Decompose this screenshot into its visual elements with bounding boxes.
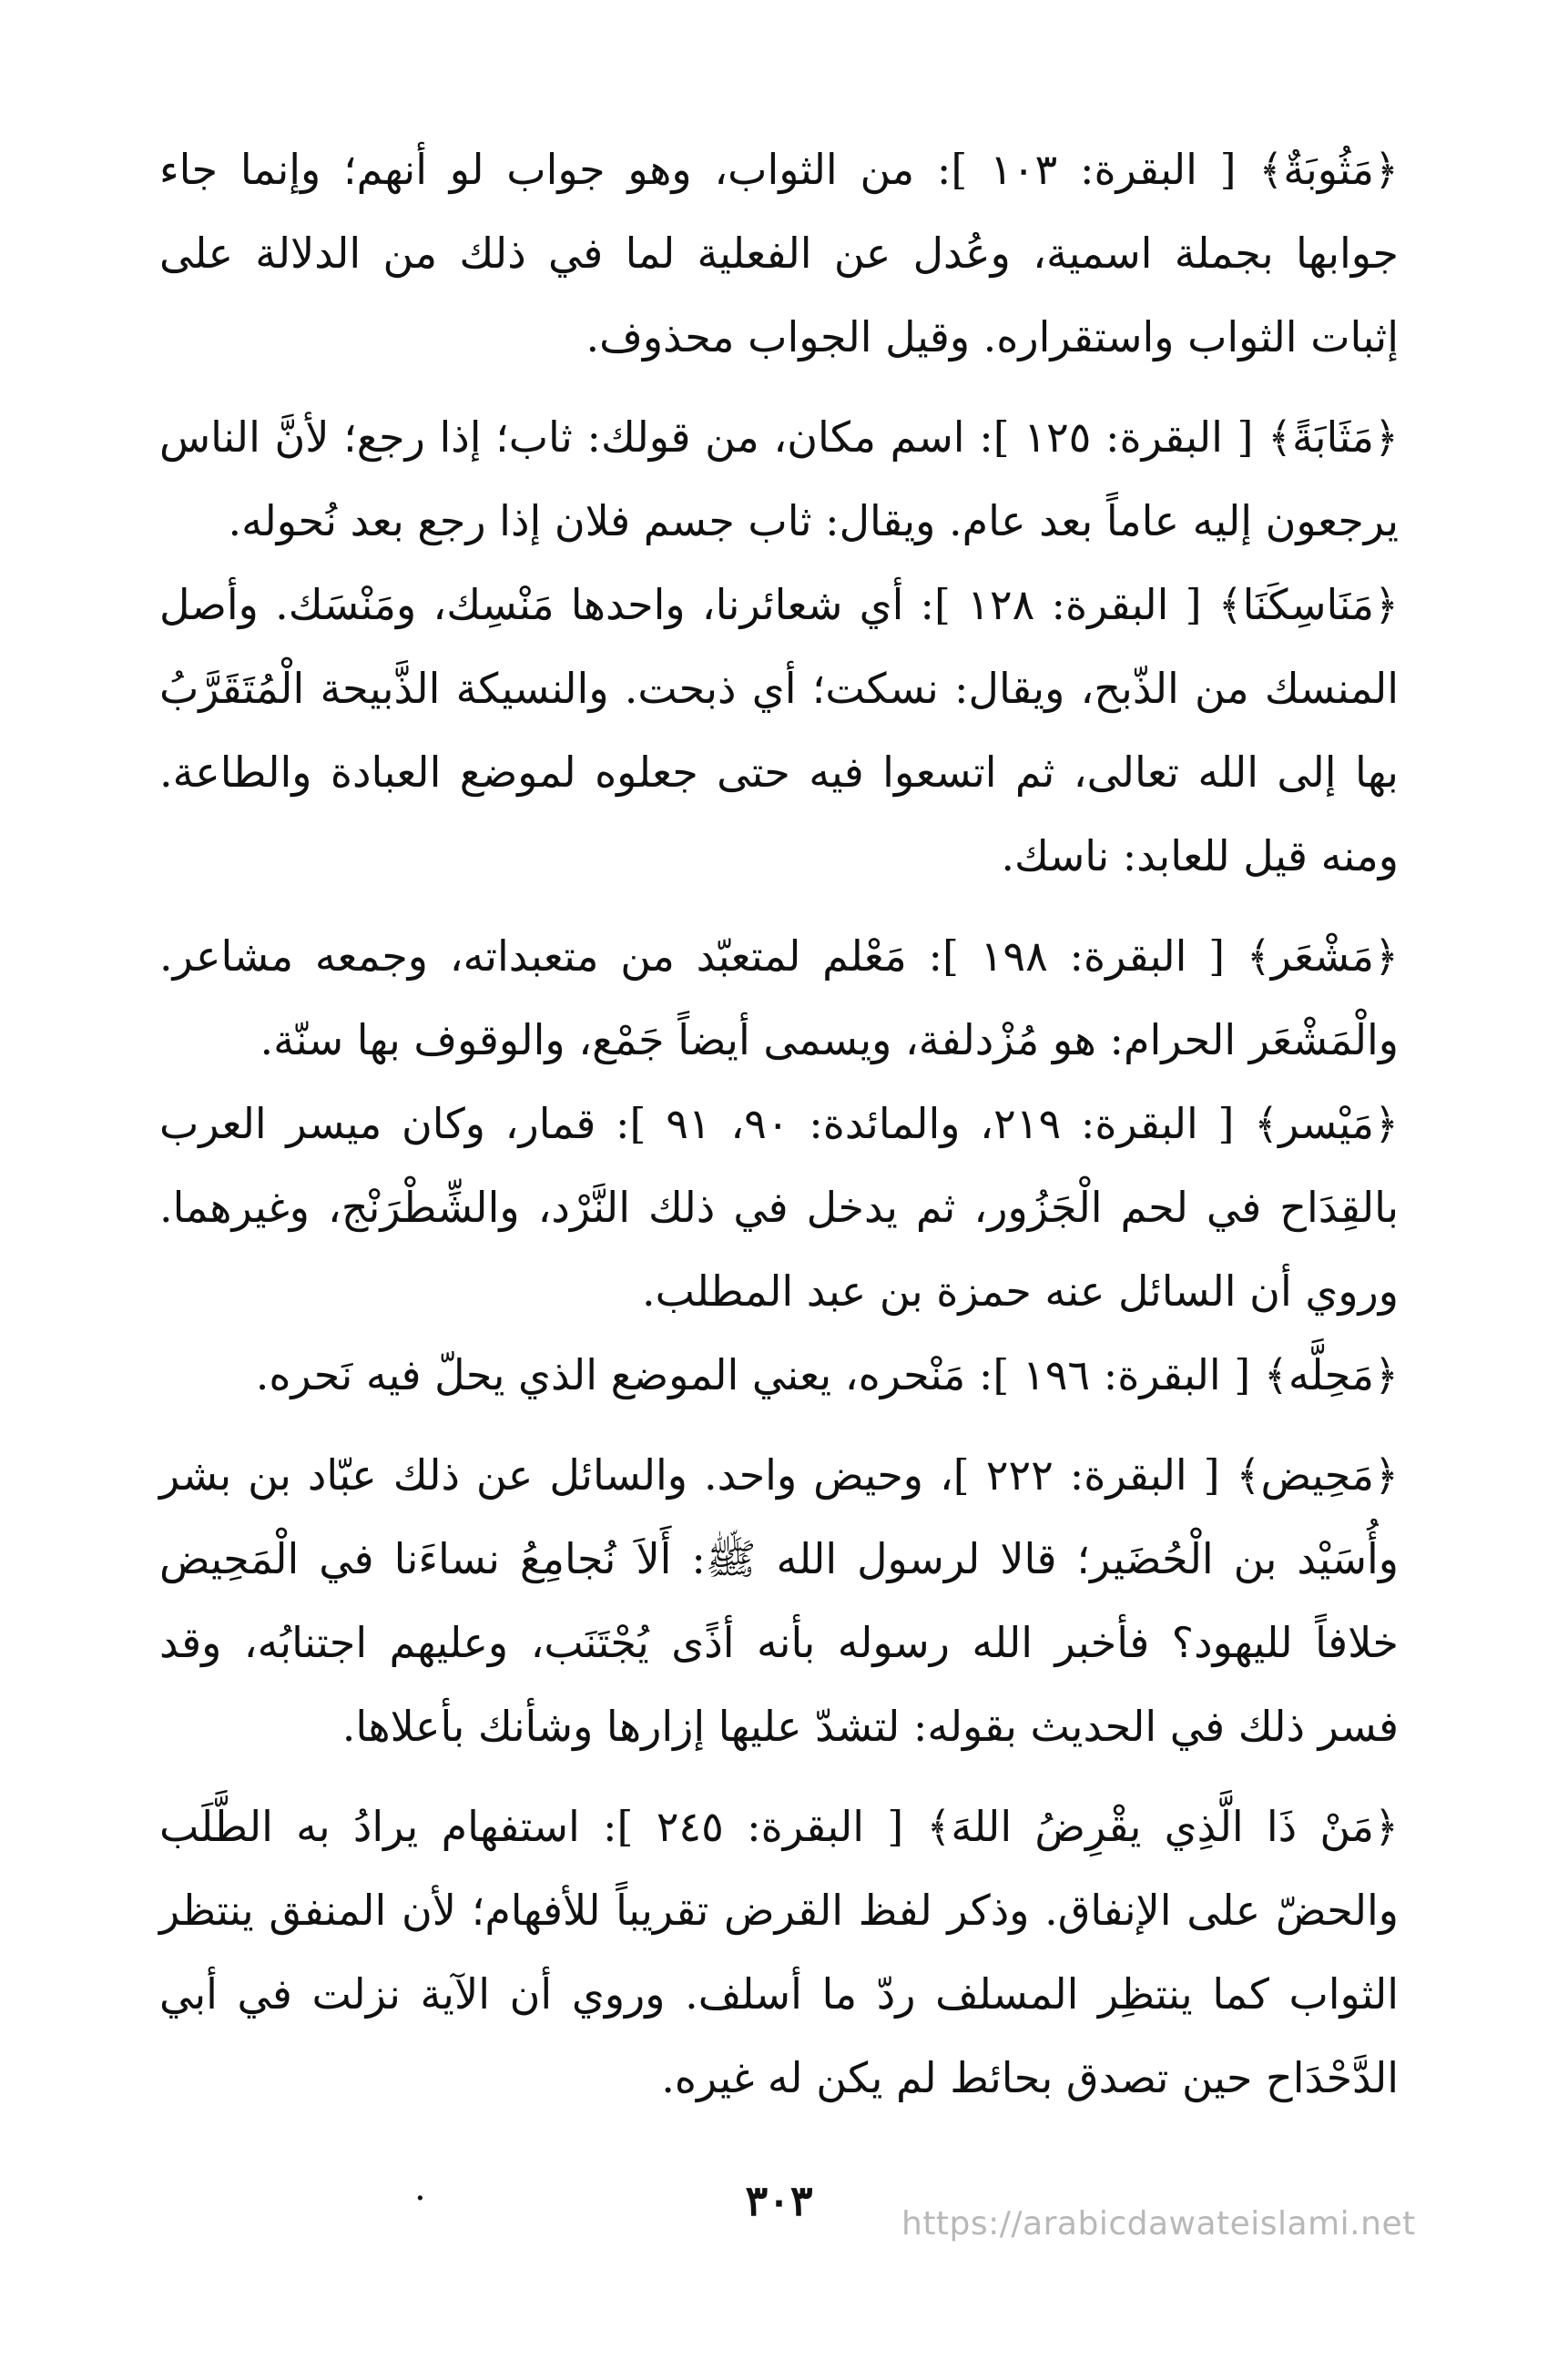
entry-mashar: ﴿مَشْعَر﴾ [ البقرة: ١٩٨ ]: مَعْلم لمتعبّد من متعبداته، وجمعه مشاعر. والْمَشْعَر الحرام: هو مُزْدلفة، ويسمى أيضاً جَمْع، والوقوف بها سنّة. bbox=[159, 931, 1399, 1064]
entry-man-dha: ﴿مَنْ ذَا الَّذِي يقْرِضُ اللهَ﴾ [ البقرة: ٢٤٥ ]: استفهام يرادُ به الطَّلَب والحضّ على الإنفاق. وذكر لفظ القرض تقريباً للأفهام؛ لأن المنفق ينتظر الثواب كما ينتظِر المسلف ردّ ما أسلف. وروي أن الآية نزلت في أبي الدَّحْدَاح حين تصدق بحائط لم يكن له غيره. bbox=[159, 1802, 1399, 2102]
entry-mahid: ﴿مَحِيض﴾ [ البقرة: ٢٢٢ ]، وحيض واحد. والسائل عن ذلك عبّاد بن بشر وأُسَيْد بن الْحُضَير؛ قالا لرسول الله ﷺ: أَلاَ نُجامِعُ نساءَنا في الْمَحِيض خلافاً لليهود؟ فأخبر الله رسوله بأنه أذًى يُجْتَنَب، وعليهم اجتنابُه، وقد فسر ذلك في الحديث بقوله: لتشدّ عليها إزارها وشأنك بأعلاها. bbox=[159, 1450, 1399, 1751]
entry-mahillahu: ﴿مَحِلَّه﴾ [ البقرة: ١٩٦ ]: مَنْحره، يعني الموضع الذي يحلّ فيه نَحره. bbox=[255, 1350, 1399, 1399]
page-body bbox=[159, 127, 1399, 2120]
watermark-url: https://arabicdawateislami.net bbox=[901, 2205, 1416, 2243]
entry-mathuba: ﴿مَثُوبَةٌ﴾ [ البقرة: ١٠٣ ]: من الثواب، وهو جواب لو أنهم؛ وإنما جاء جوابها بجملة اسمية، وعُدل عن الفعلية لما في ذلك من الدلالة على إثبات الثواب واستقراره. وقيل الجواب محذوف. bbox=[159, 145, 1399, 361]
page-number: ٣٠٣ bbox=[745, 2176, 813, 2225]
entry-manasikana: ﴿مَنَاسِكَنَا﴾ [ البقرة: ١٢٨ ]: أي شعائرنا، واحدها مَنْسِك، ومَنْسَك. وأصل المنسك من الذّبح، ويقال: نسكت؛ أي ذبحت. والنسيكة الذَّبيحة الْمُتَقَرَّبُ بها إلى الله تعالى، ثم اتسعوا فيه حتى جعلوه لموضع العبادة والطاعة. ومنه قيل للعابد: ناسك. bbox=[159, 580, 1399, 880]
entry-maysir: ﴿مَيْسر﴾ [ البقرة: ٢١٩، والمائدة: ٩٠، ٩١ ]: قمار، وكان ميسر العرب بالقِدَاح في لحم الْجَزُور، ثم يدخل في ذلك النَّرْد، والشِّطْرَنْج، وغيرهما. وروي أن السائل عنه حمزة بن عبد المطلب. bbox=[159, 1099, 1400, 1316]
page-dot: . bbox=[414, 2167, 426, 2209]
entry-mathaba: ﴿مَثَابَةً﴾ [ البقرة: ١٢٥ ]: اسم مكان، من قولك: ثاب؛ إذا رجع؛ لأنَّ الناس يرجعون إليه عاماً بعد عام. ويقال: ثاب جسم فلان إذا رجع بعد نُحوله. bbox=[159, 412, 1399, 545]
